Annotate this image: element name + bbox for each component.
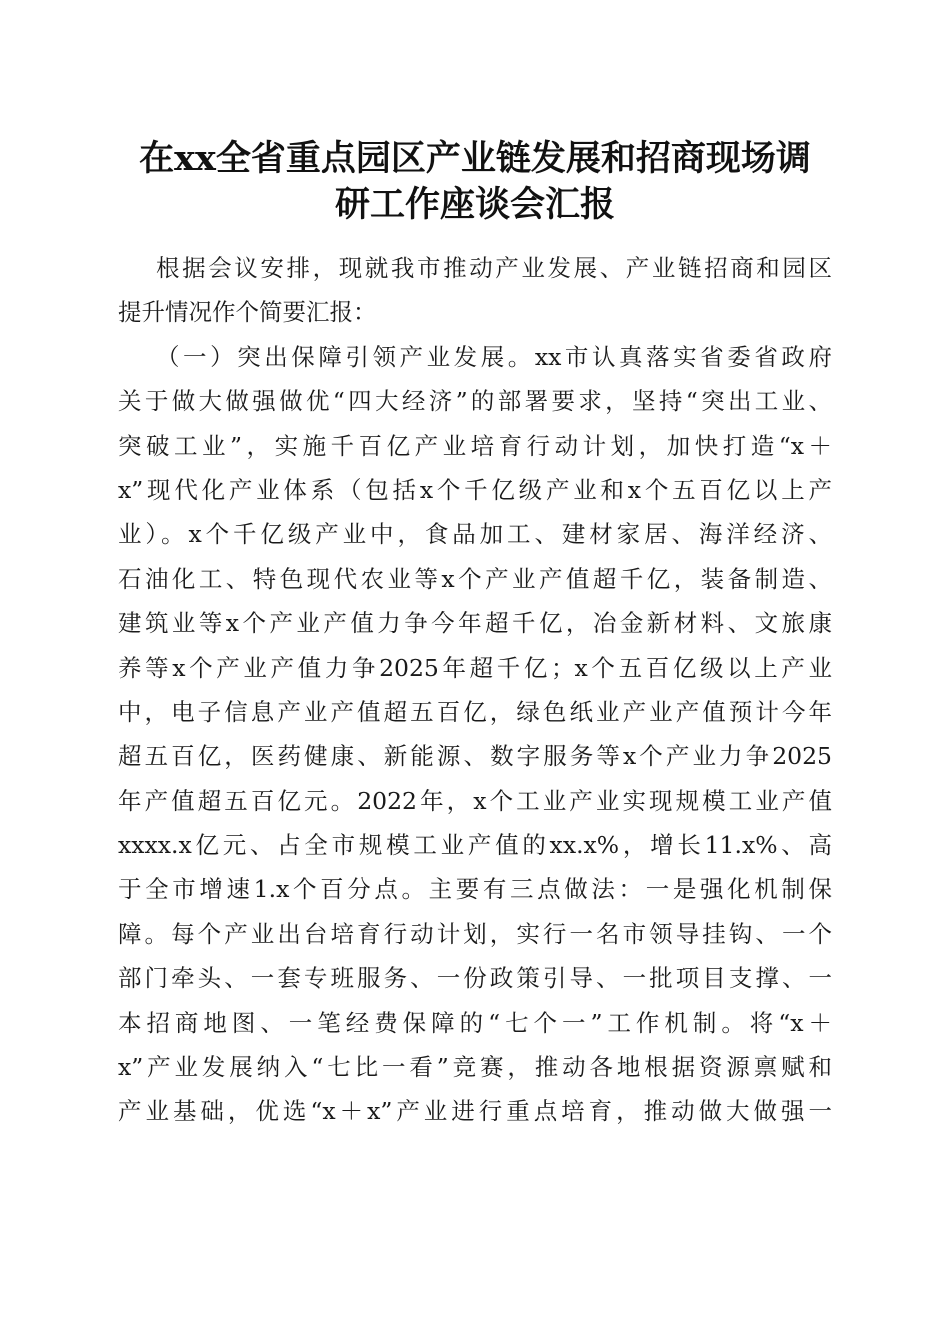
paragraph-line: 产业基础，优选“x＋x”产业进行重点培育，推动做大做强一 <box>118 1097 832 1126</box>
paragraph-line: 石油化工、特色现代农业等x个产业产值超千亿，装备制造、 <box>118 564 832 593</box>
paragraph-line: 部门牵头、一套专班服务、一份政策引导、一批项目支撑、一 <box>118 964 832 993</box>
paragraph-line: 突破工业”，实施千百亿产业培育行动计划，加快打造“x＋ <box>118 431 832 460</box>
paragraph-line: xxxx.x亿元、占全市规模工业产值的xx.x%，增长11.x%、高 <box>118 831 832 860</box>
title-line-2: 研工作座谈会汇报 <box>334 184 615 225</box>
paragraph-line: 根据会议安排，现就我市推动产业发展、产业链招商和园区 <box>156 254 832 282</box>
document-title <box>110 136 840 228</box>
paragraph-line: 超五百亿，医药健康、新能源、数字服务等x个产业力争2025 <box>118 742 832 771</box>
document-body <box>118 246 832 1134</box>
paragraph-line: 业）。x个千亿级产业中，食品加工、建材家居、海洋经济、 <box>118 520 832 549</box>
paragraph-line: x”现代化产业体系（包括x个千亿级产业和x个五百亿以上产 <box>118 475 832 504</box>
paragraph-line: 建筑业等x个产业产值力争今年超千亿，冶金新材料、文旅康 <box>118 609 832 638</box>
paragraph-line: 提升情况作个简要汇报： <box>118 298 377 327</box>
paragraph-line: 于全市增速1.x个百分点。主要有三点做法：一是强化机制保 <box>118 875 832 904</box>
title-line-1: 在xx全省重点园区产业链发展和招商现场调 <box>139 138 811 179</box>
paragraph-line: 年产值超五百亿元。2022年，x个工业产业实现规模工业产值 <box>118 786 832 815</box>
paragraph-line: 关于做大做强做优“四大经济”的部署要求，坚持“突出工业、 <box>118 387 832 416</box>
paragraph-line: 本招商地图、一笔经费保障的“七个一”工作机制。将“x＋ <box>118 1008 832 1037</box>
paragraph-line: 障。每个产业出台培育行动计划，实行一名市领导挂钩、一个 <box>118 919 832 948</box>
paragraph-line: 中，电子信息产业产值超五百亿，绿色纸业产业产值预计今年 <box>118 697 832 726</box>
paragraph-line: 养等x个产业产值力争2025年超千亿；x个五百亿级以上产业 <box>118 653 832 682</box>
section-heading-line: （一）突出保障引领产业发展。xx市认真落实省委省政府 <box>156 342 832 371</box>
paragraph-line: x”产业发展纳入“七比一看”竞赛，推动各地根据资源禀赋和 <box>118 1053 832 1082</box>
